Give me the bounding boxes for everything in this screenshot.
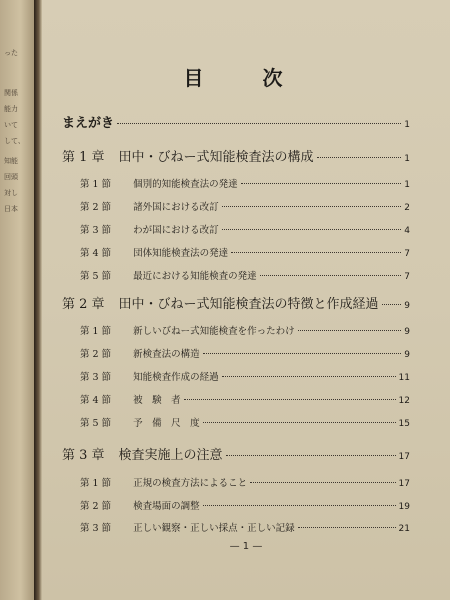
page-number: 19 xyxy=(398,502,410,512)
page-number: 1 xyxy=(404,154,410,164)
section-number: 第 1 節 xyxy=(80,478,112,489)
dot-leader xyxy=(222,206,402,207)
section-title: 新しいびねー式知能検査を作ったわけ xyxy=(133,326,295,337)
page-number: 1 xyxy=(404,120,410,130)
dot-leader xyxy=(298,330,402,331)
toc-page xyxy=(42,0,450,600)
page-number: 9 xyxy=(404,350,410,360)
toc-section-entry xyxy=(80,415,410,429)
section-title: 予 備 尺 度 xyxy=(133,418,200,429)
page-number: 9 xyxy=(404,327,410,337)
section-number: 第 3 節 xyxy=(80,372,112,383)
page-number: 11 xyxy=(398,373,410,383)
toc-section-entry xyxy=(80,268,410,282)
page-title: 目 次 xyxy=(183,66,309,90)
page-number: 2 xyxy=(404,203,410,213)
chapter-title: 検査実施上の注意 xyxy=(118,448,223,463)
page-number: 15 xyxy=(398,419,410,429)
dot-leader xyxy=(222,376,396,377)
section-number: 第 4 節 xyxy=(80,248,112,259)
page-number: 17 xyxy=(398,479,410,489)
toc-section-entry xyxy=(80,245,410,259)
toc-section-entry xyxy=(80,369,410,383)
prev-page-fragment: 日本 xyxy=(4,205,18,213)
toc-section-entry xyxy=(80,392,410,406)
page-number: 9 xyxy=(404,301,410,311)
page-number: 1 xyxy=(404,180,410,190)
dot-leader xyxy=(250,482,395,483)
dot-leader xyxy=(231,252,401,253)
prev-page-fragment: 対し xyxy=(4,189,18,197)
dot-leader xyxy=(203,505,396,506)
chapter-title: 田中・びねー式知能検査法の特徴と作成経過 xyxy=(118,297,379,312)
dot-leader xyxy=(184,399,396,400)
section-title: 検査場面の調整 xyxy=(133,501,200,512)
section-title: 正規の検査方法によること xyxy=(133,478,248,489)
chapter-number: 第 3 章 xyxy=(62,448,105,463)
toc-section-entry xyxy=(80,520,410,534)
page-number: 7 xyxy=(404,272,410,282)
section-number: 第 4 節 xyxy=(80,395,112,406)
section-number: 第 1 節 xyxy=(80,179,112,190)
section-title: 団体知能検査法の発達 xyxy=(133,248,229,259)
page-number: 21 xyxy=(398,524,410,534)
page-number: 7 xyxy=(404,249,410,259)
page-folio: — 1 — xyxy=(229,541,263,552)
dot-leader xyxy=(117,123,401,124)
toc-section-entry xyxy=(80,199,410,213)
prev-page-fragment: 関係 xyxy=(4,89,18,97)
previous-page-edge xyxy=(0,0,34,600)
section-title: わが国における改訂 xyxy=(133,225,219,236)
prev-page-fragment: いて xyxy=(4,121,18,129)
dot-leader xyxy=(222,229,402,230)
section-title: 最近における知能検査の発達 xyxy=(133,271,257,282)
prev-page-fragment: 回頭 xyxy=(4,173,18,181)
section-title: 新検査法の構造 xyxy=(133,349,200,360)
section-number: 第 3 節 xyxy=(80,225,112,236)
toc-preface-entry xyxy=(62,112,410,131)
section-number: 第 5 節 xyxy=(80,418,112,429)
page-number: 12 xyxy=(398,396,410,406)
chapter-number: 第 1 章 xyxy=(62,150,105,165)
prev-page-fragment: った xyxy=(4,49,18,57)
section-title: 正しい観察・正しい採点・正しい記録 xyxy=(133,523,295,534)
toc-section-entry xyxy=(80,323,410,337)
section-number: 第 3 節 xyxy=(80,523,112,534)
section-title: 知能検査作成の経過 xyxy=(133,372,219,383)
toc-section-entry xyxy=(80,346,410,360)
section-number: 第 2 節 xyxy=(80,501,112,512)
dot-leader xyxy=(382,304,402,305)
dot-leader xyxy=(260,275,402,276)
section-title: 個別的知能検査法の発達 xyxy=(133,179,238,190)
dot-leader xyxy=(317,157,402,158)
toc-section-entry xyxy=(80,176,410,190)
prev-page-fragment: 能力 xyxy=(4,105,18,113)
dot-leader xyxy=(226,455,396,456)
toc-chapter-entry xyxy=(62,293,410,312)
prev-page-fragment: 知能 xyxy=(4,157,18,165)
preface-label: まえがき xyxy=(62,116,115,131)
dot-leader xyxy=(203,353,402,354)
toc-chapter-entry xyxy=(62,146,410,165)
dot-leader xyxy=(241,183,402,184)
section-number: 第 2 節 xyxy=(80,349,112,360)
dot-leader xyxy=(298,527,396,528)
section-number: 第 2 節 xyxy=(80,202,112,213)
toc-section-entry xyxy=(80,222,410,236)
toc-chapter-entry xyxy=(62,444,410,463)
section-title: 諸外国における改訂 xyxy=(133,202,219,213)
section-title: 被 験 者 xyxy=(133,395,181,406)
dot-leader xyxy=(203,422,396,423)
section-number: 第 1 節 xyxy=(80,326,112,337)
chapter-title: 田中・びねー式知能検査法の構成 xyxy=(118,150,314,165)
toc-section-entry xyxy=(80,498,410,512)
prev-page-fragment: して、 xyxy=(4,137,25,145)
toc-section-entry xyxy=(80,475,410,489)
page-number: 4 xyxy=(404,226,410,236)
book-gutter xyxy=(34,0,42,600)
section-number: 第 5 節 xyxy=(80,271,112,282)
chapter-number: 第 2 章 xyxy=(62,297,105,312)
page-number: 17 xyxy=(398,452,410,462)
